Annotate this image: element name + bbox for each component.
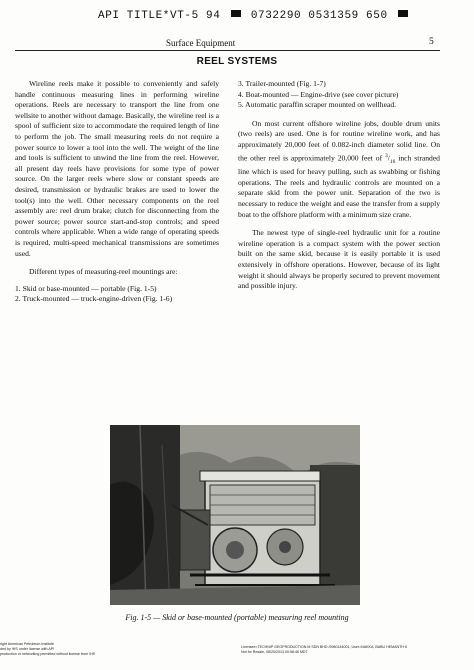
fraction-denominator: 16 [389,158,396,165]
stamp-block-mark [398,10,408,17]
header-rule [15,50,440,51]
footer-line: ded by IHS under license with API [0,647,55,651]
stamp-number: 0732290 0531359 650 [250,10,388,22]
body-paragraph: Different types of measuring-reel mountings are: [29,267,178,277]
figure-photo [110,425,360,605]
text-run: inch stranded line which is used for heavy pulling, such as swabbing or fishing operations. The reels and hydraulic controls are mounted on a separate skid from the power unit. Separation of the two is necessary to reduce the weight and ease the transfer from a supply boat to the offshore platform with a minimum size crane. [238,153,440,219]
footer-line: right American Petroleum Institute [0,642,54,646]
right-column [238,79,440,292]
footer-line: production or networking permitted without license from IHS [0,652,96,656]
list-item: 1. Skid or base-mounted — portable (Fig. 1-5) [15,283,157,293]
mounting-types-list [15,284,219,305]
list-item: 3. Trailer-mounted (Fig. 1-7) [238,79,326,88]
section-title: REEL SYSTEMS [196,56,278,67]
document-id-stamp [98,10,411,22]
mounting-types-list-continued [238,79,440,111]
body-paragraph: On most current offshore wireline jobs, double drum units (two reels) are used. One is for routine wireline work, and has approximately 20,000 feet of 0.082-inch diameter solid line. On the other reel is approximately 20,000 feet of $^3/_{16}$ inch stranded line which is used for heavy pulling, such as swabbing or fishing operations. The reels and hydraulic controls are mounted on a separate skid from the power unit. Separation of the two is necessary to reduce the weight and ease the transfer from a supply boat to the offshore platform with a minimum size crane. [238,118,440,219]
list-item: 4. Boat-mounted — Engine-drive (see cover picture) [238,89,399,99]
running-header-title: Surface Equipment [166,38,236,48]
reel-unit-photo-illustration [110,425,360,605]
left-column [15,79,219,305]
footer-line: Licensee=TECHNIP GEOPRODUCTION M SDN BHD /5960144001, User=NAKKA, BABU HEMANTH K [241,645,408,649]
stamp-block-mark [231,10,241,17]
footer-license [241,645,407,655]
list-item: 5. Automatic paraffin scraper mounted on wellhead. [238,100,397,110]
body-paragraph: Wireline reels make it possible to conveniently and safely handle continuous measuring lines in performing wireline operations. Reels are necessary to transport the line from one wellsite to another without damage. Basically, the wireline reel is a spool of sufficient size to accommodate the required length of line to perform the job. The small measuring reels do not require a power source to lower a tool into the well. The weight of the line and tools is sufficient to unwind the line from the reel. However, all present day reels have provisions for some type of power source. On the larger reels where slow or constant speeds are desired, transmission or hydraulic brakes are used to lower the tool(s) into the well. Other necessary components on the reel assembly are: reel drum brake; clutch for disconnecting from the power source; power source start-and-stop controls; and speed controls where applicable. When a wide range of operating speeds is required, multi-speed mechanical transmissions are sometimes used. [15,79,219,258]
list-item: 2. Truck-mounted — truck-engine-driven (Fig. 1-6) [15,294,173,304]
footer-copyright [0,642,95,657]
fraction-numerator: 3 [385,152,388,159]
stamp-title: API TITLE*VT-5 94 [98,10,221,22]
text-run: On most current offshore wireline jobs, double drum units (two reels) are used. One is for routine wireline work, and has approximately 20,000 feet of 0.082-inch diameter solid line. On the other reel is approximately 20,000 feet of [238,118,440,163]
body-paragraph: The newest type of single-reel hydraulic unit for a routine wireline operation is a compact system with the power section built on the same skid, because it is easily portable it is used extensively in offshore operations. However, because of its light weight it should always be properly secured to prevent movement and possible injury. [238,228,440,291]
figure-caption: Fig. 1-5 — Skid or base-mounted (portable) measuring reel mounting [125,613,349,622]
page-number: 5 [429,37,434,47]
footer-line: Not for Resale, 08/20/2013 00:58:46 MDT [241,650,308,654]
